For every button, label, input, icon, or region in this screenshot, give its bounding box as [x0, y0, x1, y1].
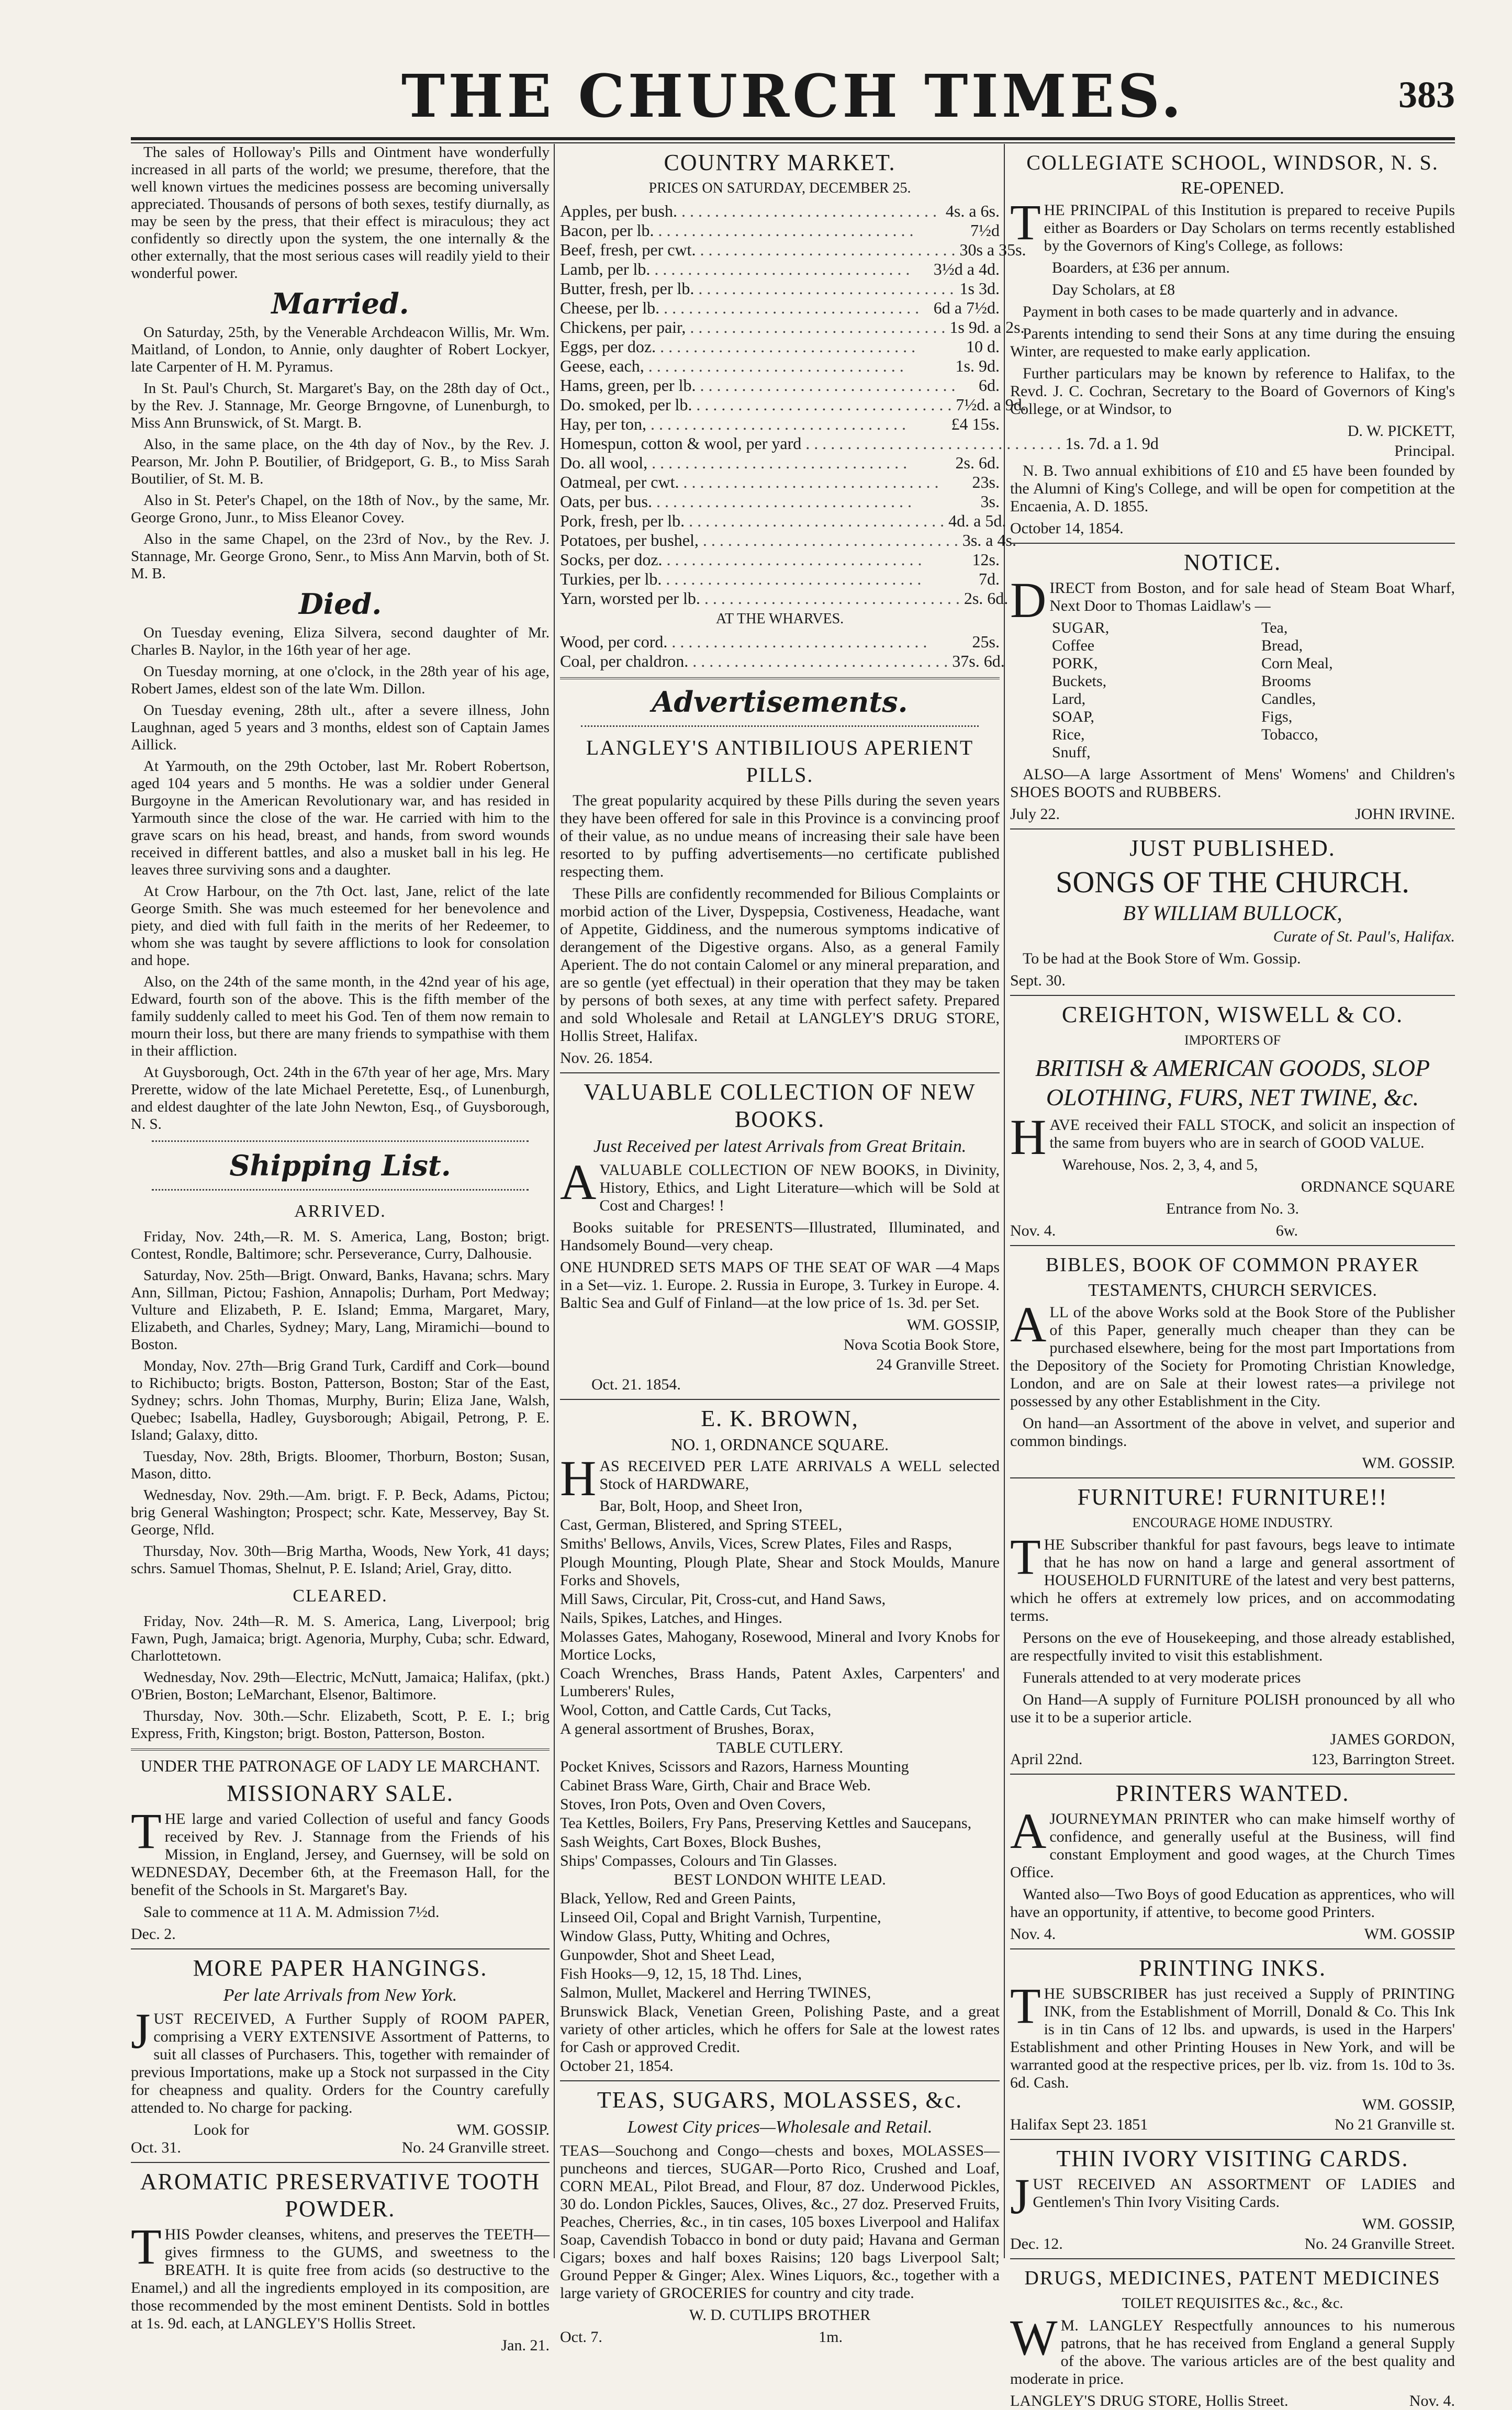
market-row	[560, 511, 1006, 531]
married-entry: In St. Paul's Church, St. Margaret's Bay, on the 28th day of Oct., by the Rev. J. Stannage, Mr. George Brngovne, of Lunenburgh, to Miss Ann Brunswick, of St. Margt. B.	[131, 380, 550, 431]
furniture-signature: JAMES GORDON,	[1330, 1731, 1455, 1748]
teas-subheading: Lowest City prices—Wholesale and Retail.	[627, 2117, 933, 2137]
married-entry: On Saturday, 25th, by the Venerable Archdeacon Willis, Mr. Wm. Maitland, of London, to Annie, only daughter of Robert Lockyer, late Carpenter of H. M. Pyramus.	[131, 324, 550, 375]
market-item: Apples, per bush. . . .	[560, 201, 942, 221]
teas-duration: 1m.	[819, 2328, 843, 2346]
hardware-item: Brunswick Black, Venetian Green, Polishing Paste, and a great variety of other articles, which he offers for Sale at the lowest rates for Cash or approved Credit.	[560, 2003, 1000, 2056]
market-item: Yarn, worsted per lb. . . .	[560, 589, 960, 608]
cards-signature: WM. GOSSIP,	[1362, 2215, 1455, 2233]
collegiate-signature: D. W. PICKETT,	[1347, 422, 1455, 440]
separator	[152, 1140, 529, 1142]
market-price: 3s. a 4s.	[962, 531, 1016, 550]
market-row	[560, 589, 1009, 608]
arrived-entry: Saturday, Nov. 25th—Brigt. Onward, Banks, Havana; schrs. Mary Ann, Sillman, Pictou; Fashion, Annapolis; Durham, Port Medway; Vulture and Elizabeth, P. E. Island; Emma, Margaret, Mary, Elizabeth, and Charles, Sydney; Mary, Lang, Miramichi—bound to Boston.	[131, 1267, 550, 1353]
rule	[131, 2162, 550, 2163]
notice-text: DIRECT from Boston, and for sale head of Steam Boat Wharf, Next Door to Thomas Laidlaw's —	[1010, 572, 1455, 628]
hardware-item: Stoves, Iron Pots, Oven and Oven Covers,	[560, 1796, 826, 1813]
rule	[1010, 2139, 1455, 2140]
hardware-item: Sash Weights, Cart Boxes, Block Bushes,	[560, 1833, 821, 1851]
market-item: Do. smoked, per lb. . . .	[560, 395, 951, 414]
married-list	[131, 324, 550, 582]
creighton-duration: 6w.	[1275, 1222, 1298, 1239]
inks-heading: PRINTING INKS.	[1139, 1955, 1326, 1981]
market-price: 7d.	[979, 569, 1000, 588]
arrived-list	[131, 1228, 550, 1577]
rule	[560, 2080, 1000, 2081]
arrived-entry: Wednesday, Nov. 29th.—Am. brigt. F. P. Beck, Adams, Pictou; brig General Washington; Prospect; schr. Kate, Messervey, Bay St. George, Nfld.	[131, 1487, 550, 1538]
market-price: 4s. a 6s.	[945, 201, 1000, 220]
books-signature: WM. GOSSIP,	[906, 1316, 1000, 1333]
market-price: 2s. 6d.	[955, 453, 1000, 472]
masthead-rule	[131, 137, 1455, 143]
hardware-item: Nails, Spikes, Latches, and Hinges.	[560, 1609, 782, 1627]
shipping-heading: Shipping List.	[229, 1149, 451, 1182]
cards-heading: THIN IVORY VISITING CARDS.	[1056, 2146, 1409, 2171]
notice-good: Brooms	[1261, 672, 1312, 690]
missionary-heading: MISSIONARY SALE.	[227, 1780, 454, 1806]
market-row	[560, 260, 1000, 279]
masthead-title: THE CHURCH TIMES.	[401, 62, 1185, 131]
market-price: £4 15s.	[951, 414, 1000, 433]
market-item: Pork, fresh, per lb. . . .	[560, 511, 944, 531]
died-entry: On Tuesday evening, Eliza Silvera, second daughter of Mr. Charles B. Naylor, in the 16th year of her age.	[131, 624, 550, 658]
just-published-heading: JUST PUBLISHED.	[1129, 835, 1336, 861]
langley-text-1: The great popularity acquired by these Pills during the seven years they have been offered for sale in this Province is a convincing proof of their value, as no undue means of increasing their sale have been resorted to by puffing advertisements—no certificate published respecting them.	[560, 792, 1000, 880]
arrived-heading: ARRIVED.	[294, 1202, 386, 1221]
notice-goods	[1052, 619, 1455, 761]
market-item: Do. all wool, . . .	[560, 453, 951, 473]
books-date: Oct. 21. 1854.	[591, 1376, 681, 1393]
notice-good: Tobacco,	[1261, 726, 1318, 743]
market-item: Socks, per doz. . . .	[560, 550, 968, 569]
hardware-item: Linseed Oil, Copal and Bright Varnish, Turpentine,	[560, 1909, 881, 1926]
paper-signature: WM. GOSSIP.	[456, 2121, 550, 2138]
market-item: Oatmeal, per cwt. . . .	[560, 473, 968, 492]
paper-look: Look for	[194, 2121, 249, 2138]
arrived-entry: Monday, Nov. 27th—Brig Grand Turk, Cardiff and Cork—bound to Richibucto; brigts. Boston, Patterson, Boston; Star of the East, Sydney; schrs. John Thomas, Murphy, Burin; Eliza Jane, Walsh, Quebec; Isabella, Hadley, Guysborough; Abigail, Petrong, P. E. Island; Galaxy, ditto.	[131, 1358, 550, 1443]
died-entry: At Yarmouth, on the 29th October, last Mr. Robert Robertson, aged 104 years and 5 months. He was a soldier under General Burgoyne in the American Revolutionary war, and has resided in Yarmouth since the close of the war. He carried with him to the grave scars on his head, breast, and hands, from sword wounds received in different battles, and also a musket ball in his leg. He leaves three surviving sons and a daughter.	[131, 758, 550, 878]
inks-address: No 21 Granville st.	[1335, 2116, 1455, 2133]
market-price: 4d. a 5d.	[948, 511, 1006, 530]
songs-date: Sept. 30.	[1010, 972, 1066, 989]
died-heading: Died.	[298, 587, 382, 621]
books-text-2: Books suitable for PRESENTS—Illustrated, Illuminated, and Handsomely Bound—very cheap.	[560, 1219, 1000, 1254]
market-row	[560, 652, 1005, 671]
hardware-item: Plough Mounting, Plough Plate, Shear and Stock Moulds, Manure Forks and Shovels,	[560, 1554, 1000, 1589]
creighton-warehouse: Warehouse, Nos. 2, 3, 4, and 5,	[1062, 1156, 1258, 1173]
books-subheading: Just Received per latest Arrivals from Great Britain.	[593, 1137, 967, 1156]
paper-date: Oct. 31.	[131, 2139, 181, 2156]
market-item: Eggs, per doz. . . .	[560, 337, 962, 356]
creighton-date: Nov. 4.	[1010, 1222, 1056, 1239]
furniture-heading: FURNITURE! FURNITURE!!	[1077, 1484, 1388, 1510]
missionary-date: Dec. 2.	[131, 1925, 176, 1943]
brown-heading: E. K. BROWN,	[701, 1406, 859, 1431]
market-row	[560, 376, 1000, 395]
furniture-date-row	[1010, 1751, 1455, 1768]
bibles-text-2: On hand—an Assortment of the above in velvet, and superior and common bindings.	[1010, 1415, 1455, 1450]
notice-good: Rice,	[1052, 726, 1085, 743]
market-item: Geese, each, . . .	[560, 356, 951, 376]
market-subheading: PRICES ON SATURDAY, DECEMBER 25.	[648, 180, 911, 196]
hardware-item: BEST LONDON WHITE LEAD.	[674, 1871, 886, 1888]
bibles-text: ALL of the above Works sold at the Book Store of the Publisher of this Paper, generally much cheaper than they can be purchased elsewhere, being for the most part Importations from the Depository of the Society for Promoting Christian Knowledge, London, and are on Sale at their lowest rates—a privilege not possessed by any other Establishment in the City.	[1010, 1296, 1455, 1410]
hardware-item: Salmon, Mullet, Mackerel and Herring TWINES,	[560, 1984, 871, 2001]
collegiate-text-4: Further particulars may be known by reference to Halifax, to the Revd. J. C. Cochran, Secretary to the Board of Governors of King's College, or at Windsor, to	[1010, 365, 1455, 418]
market-row	[560, 318, 1025, 337]
market-row	[560, 453, 1000, 473]
brown-items	[560, 1497, 1000, 2056]
column-divider-2	[1004, 144, 1005, 2258]
market-row	[560, 414, 1000, 434]
paper-signature-row	[131, 2121, 550, 2139]
tooth-text: THIS Powder cleanses, whitens, and preserves the TEETH—gives firmness to the GUMS, and sweetness to the BREATH. It is quite free from acids (so destructive to the Enamel,) and all the ingredients employed in its composition, are those recommended by the most eminent Dentists. Sold in bottles at 1s. 9d. each, at LANGLEY'S Hollis Street.	[131, 2218, 550, 2332]
printers-date: Nov. 4.	[1010, 1925, 1056, 1943]
inks-date-row	[1010, 2116, 1455, 2134]
notice-heading: NOTICE.	[1183, 550, 1282, 575]
cleared-heading: CLEARED.	[293, 1586, 388, 1606]
hardware-item: Mill Saws, Circular, Pit, Cross-cut, and Hand Saws,	[560, 1590, 886, 1608]
separator	[152, 1189, 529, 1191]
market-price: 37s. 6d.	[952, 652, 1005, 670]
songs-curate: Curate of St. Paul's, Halifax.	[1273, 928, 1455, 945]
rule	[560, 1072, 1000, 1073]
hardware-item: A general assortment of Brushes, Borax,	[560, 1720, 814, 1738]
died-list	[131, 624, 550, 1133]
paper-text: JUST RECEIVED, A Further Supply of ROOM PAPER, comprising a VERY EXTENSIVE Assortment of Patterns, to suit all classes of Purchasers. This, together with remainder of previous Importations, make up a Stock not surpassed in the City for cheapness and quality. Orders for the Country carefully attended to. No charge for packing.	[131, 2003, 550, 2116]
notice-good: Bread,	[1261, 637, 1303, 654]
hardware-item: Wool, Cotton, and Cattle Cards, Cut Tacks,	[560, 1701, 832, 1719]
notice-good: Corn Meal,	[1261, 655, 1333, 672]
hardware-item: Cast, German, Blistered, and Spring STEEL,	[560, 1516, 843, 1533]
cleared-list	[131, 1613, 550, 1742]
market-row	[560, 298, 1000, 318]
rule	[131, 1748, 550, 1751]
creighton-square: ORDNANCE SQUARE	[1301, 1178, 1455, 1195]
masthead	[131, 58, 1455, 136]
furniture-text: THE Subscriber thankful for past favours, begs leave to intimate that he has now on hand a large and general assortment of HOUSEHOLD FURNITURE of the latest and very best patterns, which he offers at extremely low prices, and on accommodating terms.	[1010, 1529, 1455, 1624]
married-heading: Married.	[271, 287, 409, 320]
teas-text: TEAS—Souchong and Congo—chests and boxes, MOLASSES—puncheons and tierces, SUGAR—Porto Rico, Crushed and Loaf, CORN MEAL, Pilot Bread, and Flour, 87 doz. Underwood Pickles, 30 do. London Pickles, Sauces, Olives, &c., 27 doz. Preserved Fruits, Peaches, Cherries, &c., in tin cases, 105 boxes Liverpool and Halifax Soap, Cavendish Tobacco in bond or duty paid; Havana and German Cigars; boxes and half boxes Raisins; 120 bags Liverpool Salt; Ground Pepper & Ginger; Alex. Wines Liquors, &c., together with a large variety of GROCERIES for country and city trade.	[560, 2142, 1000, 2302]
notice-good: Candles,	[1261, 690, 1316, 708]
market-price: 7½d. a 9d.	[956, 395, 1026, 414]
collegiate-text-1: THE PRINCIPAL of this Institution is prepared to receive Pupils either as Boarders or Day Scholars on terms recently established by the Governors of King's College, as follows:	[1010, 194, 1455, 254]
collegiate-boarders: Boarders, at £36 per annum.	[1052, 259, 1230, 276]
drugs-date: Nov. 4.	[1409, 2392, 1455, 2409]
tooth-date: Jan. 21.	[501, 2337, 550, 2354]
teas-signature: W. D. CUTLIPS BROTHER	[689, 2306, 871, 2324]
arrived-entry: Thursday, Nov. 30th—Brig Martha, Woods, New York, 41 days; schrs. Samuel Thomas, Shelnut, P. E. Island; Ariel, Gray, ditto.	[131, 1543, 550, 1577]
notice-good: SOAP,	[1052, 708, 1094, 725]
notice-good: Tea,	[1261, 619, 1288, 636]
paper-date-row	[131, 2139, 550, 2157]
notice-text-2: ALSO—A large Assortment of Mens' Womens' and Children's SHOES BOOTS and RUBBERS.	[1010, 766, 1455, 801]
paper-address: No. 24 Granville street.	[401, 2139, 550, 2156]
market-price: 1s. 7d. a 1. 9d	[1065, 434, 1159, 453]
cleared-entry: Friday, Nov. 24th—R. M. S. America, Lang, Liverpool; brig Fawn, Pugh, Jamaica; brigt. Agenoria, Murphy, Cuba; schr. Edward, Charlottetown.	[131, 1613, 550, 1664]
market-row	[560, 531, 1016, 550]
cards-date: Dec. 12.	[1010, 2235, 1063, 2252]
column-1	[131, 144, 550, 2354]
creighton-goods: BRITISH & AMERICAN GOODS, SLOP OLOTHING, FURS, NET TWINE, &c.	[1035, 1055, 1430, 1111]
cards-date-row	[1010, 2235, 1455, 2253]
notice-good: Snuff,	[1052, 744, 1091, 761]
market-item: Coal, per chaldron. . . .	[560, 652, 948, 671]
notice-good: Figs,	[1261, 708, 1293, 725]
cards-address: No. 24 Granville Street.	[1304, 2235, 1455, 2252]
rule	[1010, 1774, 1455, 1775]
market-item: Lamb, per lb. . . .	[560, 260, 929, 279]
missionary-sale: Sale to commence at 11 A. M. Admission 7½d.	[143, 1903, 440, 1921]
market-heading: COUNTRY MARKET.	[664, 150, 896, 175]
market-item: Turkies, per lb. . . .	[560, 569, 975, 589]
hardware-item: TABLE CUTLERY.	[716, 1739, 844, 1756]
books-heading: VALUABLE COLLECTION OF NEW BOOKS.	[584, 1079, 976, 1132]
bibles-subheading: TESTAMENTS, CHURCH SERVICES.	[1088, 1281, 1377, 1300]
market-price: 3s.	[980, 492, 1000, 511]
market-price: 7½d	[970, 221, 1000, 240]
rule	[1010, 543, 1455, 544]
notice-good: Coffee	[1052, 637, 1095, 654]
hardware-item: Window Glass, Putty, Whiting and Ochres,	[560, 1927, 831, 1945]
market-row	[560, 279, 1000, 298]
market-price: 1s 3d.	[959, 279, 1000, 298]
furniture-subheading: ENCOURAGE HOME INDUSTRY.	[1132, 1515, 1333, 1530]
advertisements-heading: Advertisements.	[652, 685, 908, 719]
teas-heading: TEAS, SUGARS, MOLASSES, &c.	[597, 2087, 963, 2113]
patronage-line: UNDER THE PATRONAGE OF LADY LE MARCHANT.	[140, 1756, 540, 1775]
arrived-entry: Friday, Nov. 24th,—R. M. S. America, Lang, Boston; brigt. Contest, Rondle, Baltimore; schr. Perseverance, Curry, Dalhousie.	[131, 1228, 550, 1262]
market-row	[560, 221, 1000, 240]
market-price: 1s 9d. a 2s.	[949, 318, 1025, 337]
notice-date-row	[1010, 805, 1455, 823]
cleared-entry: Wednesday, Nov. 29th—Electric, McNutt, Jamaica; Halifax, (pkt.) O'Brien, Boston; LeMarchant, Elsenor, Baltimore.	[131, 1669, 550, 1703]
hardware-item: Gunpowder, Shot and Sheet Lead,	[560, 1946, 775, 1964]
rule	[560, 677, 1000, 679]
collegiate-day: Day Scholars, at £8	[1052, 281, 1175, 298]
market-item: Potatoes, per bushel, . . .	[560, 531, 958, 550]
died-entry: On Tuesday evening, 28th ult., after a severe illness, John Laughnan, aged 5 years and 3 months, eldest son of Captain James Aillick.	[131, 702, 550, 753]
hardware-item: Black, Yellow, Red and Green Paints,	[560, 1890, 796, 1907]
rule	[560, 1399, 1000, 1400]
creighton-heading: CREIGHTON, WISWELL & CO.	[1061, 1002, 1404, 1027]
died-entry: At Guysborough, Oct. 24th in the 67th year of her age, Mrs. Mary Prerette, widow of the late Michael Peretette, Esq., of Lunenburgh, and eldest daughter of the late John Newton, Esq., of Guysborough, N. S.	[131, 1064, 550, 1133]
market-price: 30s a 35s.	[959, 240, 1026, 259]
market-item: Oats, per bus. . . .	[560, 492, 977, 511]
books-address: 24 Granville Street.	[876, 1356, 1000, 1373]
brown-subheading: NO. 1, ORDNANCE SQUARE.	[670, 1435, 889, 1454]
market-item: Wood, per cord. . . .	[560, 632, 968, 652]
market-price: 3½d a 4d.	[933, 260, 1000, 278]
market-row	[560, 395, 1026, 414]
hardware-item: Tea Kettles, Boilers, Fry Pans, Preserving Kettles and Saucepans,	[560, 1814, 972, 1832]
market-item: Bacon, per lb. . . .	[560, 221, 966, 240]
collegiate-heading: COLLEGIATE SCHOOL, WINDSOR, N. S.	[1026, 151, 1439, 174]
married-entry: Also in the same Chapel, on the 23rd of Nov., by the Rev. J. Stannage, Mr. George Grono, Senr., to Miss Ann Marvin, both of St. M. B.	[131, 531, 550, 582]
creighton-text: HAVE received their FALL STOCK, and solicit an inspection of the same from buyers who are in search of GOOD VALUE.	[1010, 1109, 1455, 1165]
market-price: 6d.	[979, 376, 1000, 395]
market-price: 1s. 9d.	[955, 356, 1000, 375]
collegiate-text-5: N. B. Two annual exhibitions of £10 and £5 have been founded by the Alumni of King's College, and will be open for competition at the Encaenia, A. D. 1855.	[1010, 462, 1455, 515]
market-item: Beef, fresh, per cwt. . . .	[560, 240, 955, 260]
hardware-item: Smiths' Bellows, Anvils, Vices, Screw Plates, Files and Rasps,	[560, 1535, 952, 1552]
printers-heading: PRINTERS WANTED.	[1115, 1780, 1350, 1806]
died-entry: Also, on the 24th of the same month, in the 42nd year of his age, Edward, fourth son of the above. This is the fifth member of the family suddenly called to meet his God. Ten of them now remain to mourn their loss, but there are many friends to sympathise with them in their affliction.	[131, 973, 550, 1059]
drugs-subheading: TOILET REQUISITES &c., &c., &c.	[1122, 2295, 1343, 2312]
brown-date: October 21, 1854.	[560, 2057, 674, 2075]
langley-text-2: These Pills are confidently recommended for Bilious Complaints or morbid action of the Liver, Dyspepsia, Costiveness, Headache, want of Appetite, Giddiness, and the numerous symptoms indicative of derangement of the Digestive organs. Also, as a general Family Aperient. The do not contain Calomel or any mineral preparation, and are so gentle (yet effectual) in their operation that they may be taken by persons of both sexes, at any time with perfect safety. Prepared and sold Wholesale and Retail at LANGLEY'S DRUG STORE, Hollis Street, Halifax.	[560, 885, 1000, 1045]
songs-text: To be had at the Book Store of Wm. Gossip.	[1023, 950, 1301, 967]
notice-good: Lard,	[1052, 690, 1086, 708]
furniture-date: April 22nd.	[1010, 1751, 1083, 1768]
holloway-notice: The sales of Holloway's Pills and Ointment have wonderfully increased in all parts of the world; we presume, therefore, that the well known virtues the medicines possess are becoming universally appreciated. Thousands of persons of both sexes, testify diurnally, as may be seen by the press, that their effect is miraculous; they act confidently so directly upon the system, the one internally & the other externally, that the most serious cases will readily yield to their wonderful power.	[131, 144, 550, 282]
missionary-text: THE large and varied Collection of useful and fancy Goods received by Rev. J. Stannage from the Friends of his Mission, in England, Jersey, and Guernsey, will be sold on WEDNESDAY, December 6th, at the Freemason Hall, for the benefit of the Schools in St. Margaret's Bay.	[131, 1803, 550, 1899]
hardware-item: Pocket Knives, Scissors and Razors, Harness Mounting	[560, 1758, 909, 1775]
bibles-signature: WM. GOSSIP.	[1362, 1454, 1455, 1472]
notice-signature: JOHN IRVINE.	[1355, 805, 1455, 823]
market-item: Hay, per ton, . . .	[560, 414, 947, 434]
collegiate-text-3: Parents intending to send their Sons at any time during the ensuing Winter, are requested to make early application.	[1010, 325, 1455, 360]
langley-heading: LANGLEY'S ANTIBILIOUS APERIENT PILLS.	[586, 736, 974, 787]
books-text-3: ONE HUNDRED SETS MAPS OF THE SEAT OF WAR —4 Maps in a Set—viz. 1. Europe. 2. Russia in Europe, 3. Turkey in Europe. 4. Baltic Sea and Gulf of Finland—at the low price of 1s. 3d. per Set.	[560, 1259, 1000, 1312]
market-price: 10 d.	[966, 337, 1000, 356]
furniture-text-4: On Hand—A supply of Furniture POLISH pronounced by all who use it to be a superior article.	[1010, 1691, 1455, 1726]
brown-intro: HAS RECEIVED PER LATE ARRIVALS A WELL selected Stock of HARDWARE,	[560, 1450, 1000, 1506]
market-row	[560, 434, 1159, 453]
married-entry: Also, in the same place, on the 4th day of Nov., by the Rev. J. Pearson, Mr. John P. Boutilier, of Bridgeport, G. B., to Miss Sarah Boutilier, of St. M. B.	[131, 436, 550, 487]
drugs-signature: LANGLEY'S DRUG STORE, Hollis Street.	[1010, 2392, 1289, 2409]
teas-date: Oct. 7.	[560, 2328, 602, 2346]
hardware-item: Coach Wrenches, Brass Hands, Patent Axles, Carpenters' and Lumberers' Rules,	[560, 1665, 1000, 1700]
market-item: Cheese, per lb. . . .	[560, 298, 929, 318]
creighton-subheading: IMPORTERS OF	[1184, 1033, 1281, 1048]
rule	[1010, 1948, 1455, 1949]
notice-date: July 22.	[1010, 805, 1060, 823]
inks-text: THE SUBSCRIBER has just received a Supply of PRINTING INK, from the Establishment of Morrill, Donald & Co. This Ink is in tin Cans of 12 lbs. and upwards, is used in the Harpers' Establishment and other Printing Houses in New York, and will be warranted good at the respective prices, per lb. viz. from 1s. 10d to 3s. 6d. Cash.	[1010, 1978, 1455, 2091]
notice-good: SUGAR,	[1052, 619, 1110, 636]
drugs-heading: DRUGS, MEDICINES, PATENT MEDICINES	[1024, 2267, 1441, 2289]
market-item: Hams, green, per lb. . . .	[560, 376, 975, 395]
rule	[1010, 2258, 1455, 2259]
printers-signature: WM. GOSSIP	[1364, 1925, 1455, 1943]
market-row	[560, 632, 1000, 652]
market-row	[560, 569, 1000, 589]
cleared-entry: Thursday, Nov. 30th.—Schr. Elizabeth, Scott, P. E. I.; brig Express, Frith, Kingston; brigt. Boston, Patterson, Boston.	[131, 1708, 550, 1742]
collegiate-title: Principal.	[1394, 442, 1455, 459]
langley-date: Nov. 26. 1854.	[560, 1049, 653, 1067]
market-price: 25s.	[972, 632, 1000, 651]
collegiate-subheading: RE-OPENED.	[1181, 178, 1284, 198]
teas-date-row	[560, 2328, 1000, 2346]
bibles-heading: BIBLES, BOOK OF COMMON PRAYER	[1045, 1254, 1420, 1276]
inks-date: Halifax Sept 23. 1851	[1010, 2116, 1148, 2133]
market-row	[560, 337, 1000, 356]
hardware-item: Molasses Gates, Mahogany, Rosewood, Mineral and Ivory Knobs for Mortice Locks,	[560, 1628, 1000, 1663]
collegiate-text-2: Payment in both cases to be made quarterly and in advance.	[1023, 303, 1398, 320]
market-item: Chickens, per pair, . . .	[560, 318, 945, 337]
married-entry: Also in St. Peter's Chapel, on the 18th of Nov., by the same, Mr. George Grono, Junr., to Miss Eleanor Covey.	[131, 492, 550, 526]
songs-heading: SONGS OF THE CHURCH.	[1056, 865, 1409, 899]
inks-signature: WM. GOSSIP,	[1362, 2096, 1455, 2113]
creighton-entrance: Entrance from No. 3.	[1166, 1200, 1300, 1217]
market-row	[560, 473, 1000, 492]
rule	[1010, 828, 1455, 830]
column-3	[1010, 144, 1455, 2409]
printers-date-row	[1010, 1925, 1455, 1943]
drugs-text: WM. LANGLEY Respectfully announces to his numerous patrons, that he has received from England a general Supply of the above. The various articles are of the best quality and moderate in price.	[1010, 2310, 1455, 2387]
books-store: Nova Scotia Book Store,	[843, 1336, 1000, 1353]
creighton-date-row	[1010, 1222, 1455, 1240]
paper-heading: MORE PAPER HANGINGS.	[193, 1955, 488, 1981]
rule	[131, 1948, 550, 1949]
market-row	[560, 240, 1026, 260]
drugs-sig-row	[1010, 2392, 1455, 2410]
died-entry: On Tuesday morning, at one o'clock, in the 28th year of his age, Robert James, eldest son of the late Wm. Dillon.	[131, 663, 550, 697]
rule	[1010, 1245, 1455, 1246]
market-item: Homespun, cotton & wool, per yard . . .	[560, 434, 1061, 453]
furniture-text-2: Persons on the eve of Housekeeping, and those already established, are respectfully invited to visit this establishment.	[1010, 1629, 1455, 1664]
market-price: 2s. 6d.	[964, 589, 1009, 608]
songs-author: BY WILLIAM BULLOCK,	[1123, 901, 1342, 925]
page-number: 383	[1398, 74, 1455, 116]
printers-text-2: Wanted also—Two Boys of good Education as apprentices, who will have an opportunity, if attentive, to become good Printers.	[1010, 1886, 1455, 1921]
rule	[1010, 995, 1455, 996]
market-row	[560, 550, 1000, 569]
market-item: Butter, fresh, per lb. . . .	[560, 279, 956, 298]
arrived-entry: Tuesday, Nov. 28th, Brigts. Bloomer, Thorburn, Boston; Susan, Mason, ditto.	[131, 1448, 550, 1482]
wharves-table	[560, 632, 1005, 671]
hardware-item: Ships' Compasses, Colours and Tin Glasses.	[560, 1852, 837, 1869]
market-row	[560, 201, 1000, 221]
printers-text: AJOURNEYMAN PRINTER who can make himself worthy of confidence, and generally useful at the Business, will find constant Employment and good wages, at the Church Times Office.	[1010, 1803, 1455, 1881]
tooth-heading: AROMATIC PRESERVATIVE TOOTH POWDER.	[140, 2169, 541, 2222]
notice-good: PORK,	[1052, 655, 1098, 672]
market-row	[560, 492, 1000, 511]
market-price: 23s.	[972, 473, 1000, 491]
books-text-1: AVALUABLE COLLECTION OF NEW BOOKS, in Divinity, History, Ethics, and Light Literature—which will be Sold at Cost and Charges! !	[560, 1154, 1000, 1214]
hardware-item: Bar, Bolt, Hoop, and Sheet Iron,	[599, 1497, 803, 1515]
died-entry: At Crow Harbour, on the 7th Oct. last, Jane, relict of the late George Smith. She was much esteemed for her benevolence and piety, and died with full faith in the merits of her Redeemer, to whom she was taught by severe afflictions to look for consolation and hope.	[131, 883, 550, 969]
furniture-text-3: Funerals attended to at very moderate prices	[1023, 1669, 1301, 1686]
separator	[581, 725, 979, 727]
furniture-address: 123, Barrington Street.	[1311, 1751, 1455, 1768]
market-price: 6d a 7½d.	[933, 298, 1000, 317]
market-row	[560, 356, 1000, 376]
rule	[1010, 1477, 1455, 1478]
hardware-item: Fish Hooks—9, 12, 15, 18 Thd. Lines,	[560, 1965, 802, 1982]
paper-subheading: Per late Arrivals from New York.	[223, 1986, 457, 2005]
market-price: 12s.	[972, 550, 1000, 569]
collegiate-date: October 14, 1854.	[1010, 520, 1124, 537]
wharves-heading: AT THE WHARVES.	[715, 611, 844, 627]
cards-text: JUST RECEIVED AN ASSORTMENT OF LADIES and Gentlemen's Thin Ivory Visiting Cards.	[1010, 2168, 1455, 2224]
column-divider-1	[554, 144, 555, 2258]
hardware-item: Cabinet Brass Ware, Girth, Chair and Brace Web.	[560, 1777, 871, 1794]
notice-good: Buckets,	[1052, 672, 1107, 690]
